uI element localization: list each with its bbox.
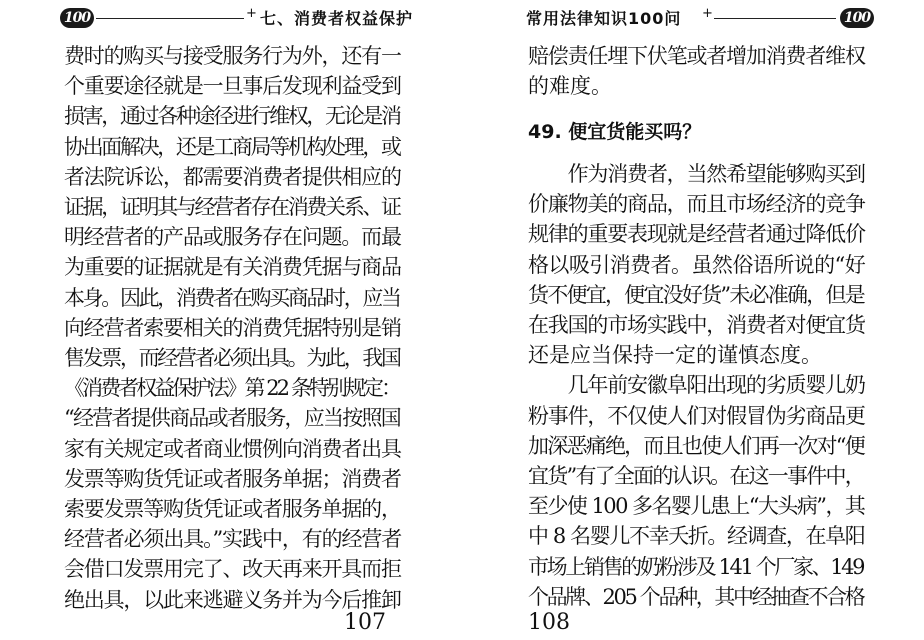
text-line: 者法院诉讼，都需要消费者提供相应的 [64,164,401,189]
header-plus-mark: + [246,6,257,21]
text-line: 个品牌、205 个品种，其中经抽查不合格 [528,584,864,609]
text-line: 还是应当保持一定的谨慎态度。 [528,343,822,368]
text-line: 价廉物美的商品，而且市场经济的竞争 [528,192,865,217]
text-line: 货不便宜，便宜没好货”未必准确，但是 [528,282,864,307]
text-line: 本身。因此，消费者在购买商品时，应当 [64,285,400,310]
text-line: 绝出具，以此来逃避义务并为今后推卸 [64,587,401,612]
left-header [0,7,462,31]
text-line: 费时的购买与接受服务行为外，还有一 [64,44,401,68]
text-line: 会借口发票用完了、改天再来开具而拒 [64,557,401,582]
text-line: 损害，通过各种途径进行维权，无论是消 [64,104,400,129]
text-line: 宜货”有了全面的认识。在这一事件中， [528,464,864,488]
right-page [462,0,924,640]
header-plus-mark: + [702,6,713,21]
text-line: 《消费者权益保护法》第 22 条特别规定： [64,376,400,401]
text-line: 市场上销售的奶粉涉及 141 个厂家、149 [528,554,864,579]
text-line: 明经营者的产品或服务存在问题。而最 [64,225,401,250]
page-number: 108 [528,610,570,635]
right-header [462,7,924,31]
book-title: 常用法律知识100问 [526,9,682,28]
text-line: 规律的重要表现就是经营者通过降低价 [528,222,865,247]
page-number: 107 [344,610,386,635]
text-line: 加深恶痛绝，而且也使人们再一次对“便 [528,433,864,458]
text-line: 家有关规定或者商业惯例向消费者出具 [64,436,401,461]
text-line: 为重要的证据就是有关消费凭据与商品 [64,255,401,280]
header-rule [96,18,244,19]
text-line: 作为消费者，当然希望能够购买到 [528,162,865,186]
text-line: 至少使 100 多名婴儿患上“大头病”，其 [528,494,865,519]
series-logo: 100 [60,8,94,28]
text-line: 中 8 名婴儿不幸夭折。经调查，在阜阳 [528,524,865,549]
chapter-title: 七、消费者权益保护 [260,9,414,28]
series-logo: 100 [840,8,874,28]
text-line: 索要发票等购货凭证或者服务单据的， [64,497,401,521]
section-heading: 49. 便宜货能买吗？ [528,121,702,143]
text-line: 协出面解决，还是工商局等机构处理，或 [64,134,400,159]
text-line: 格以吸引消费者。虽然俗语所说的“好 [528,252,866,277]
text-line: 在我国的市场实践中，消费者对便宜货 [528,313,865,337]
text-line: “经营者提供商品或者服务，应当按照国 [64,406,400,431]
header-rule [714,18,836,19]
text-line: 向经营者索要相关的消费凭据特别是销 [64,315,401,340]
text-line: 证据，证明其与经营者存在消费关系、证 [64,195,400,219]
text-line: 粉事件，不仅使人们对假冒伪劣商品更 [528,403,865,428]
text-line: 几年前安徽阜阳出现的劣质婴儿奶 [528,373,865,398]
text-line: 个重要途径就是一旦事后发现利益受到 [64,74,401,99]
text-line: 赔偿责任埋下伏笔或者增加消费者维权 [528,44,865,68]
text-line: 发票等购货凭证或者服务单据；消费者 [64,466,401,491]
text-line: 的难度。 [528,74,612,99]
text-line: 经营者必须出具。”实践中，有的经营者 [64,527,402,552]
text-line: 售发票，而经营者必须出具。为此，我国 [64,346,400,370]
